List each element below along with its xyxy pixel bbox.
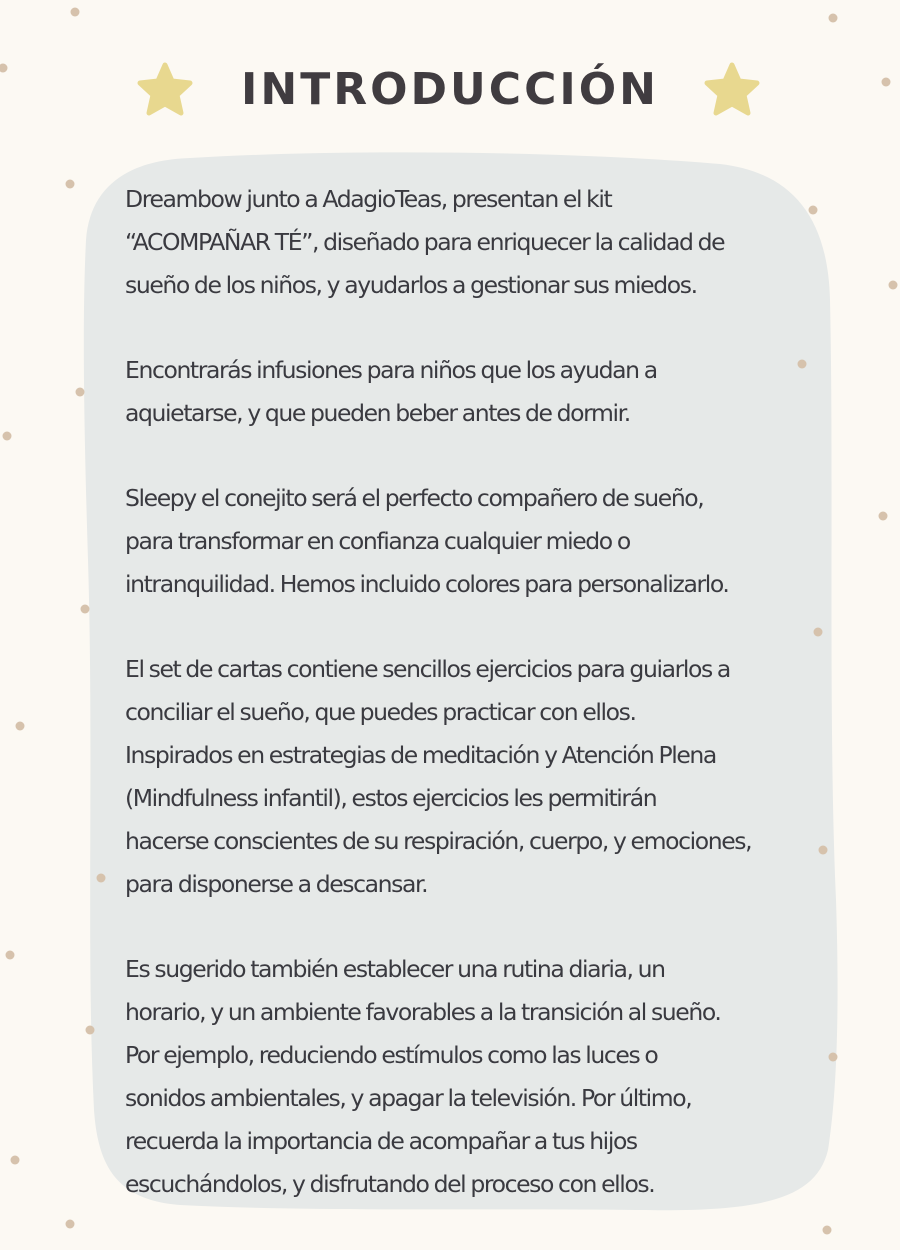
decorative-dot [66,180,75,189]
paragraph-infusions: Encontrarás infusiones para niños que los ayudan a aquietarse, y que pueden beber antes de dormir. [125,356,657,427]
paragraph-routine: Es sugerido también establecer una rutina diaria, un horario, y un ambiente favorables a la transición al sueño. Por ejemplo, reduciendo estímulos como las luces o sonidos ambientales, y apagar la televisión. Por último, recuerda la importancia de acompañar a tus hijos escuchándolos, y disfrutando del proceso con ellos. [125,955,721,1198]
decorative-dot [76,388,85,397]
decorative-dot [97,874,106,883]
page-title: INTRODUCCIÓN [241,64,659,115]
paragraph-sleepy: Sleepy el conejito será el perfecto compañero de sueño, para transformar en confianza cualquier miedo o intranquilidad. Hemos incluido colores para personalizarlo. [125,484,729,598]
decorative-dot [6,951,15,960]
header [0,50,900,130]
star-icon [702,60,762,120]
decorative-dot [11,1156,20,1165]
content-body [125,178,835,1248]
paragraph-intro: Dreambow junto a AdagioTeas, presentan el kit “ACOMPAÑAR TÉ”, diseñado para enriquecer la calidad de sueño de los niños, y ayudarlos a gestionar sus miedos. [125,185,725,299]
decorative-dot [66,1220,75,1229]
decorative-dot [81,605,90,614]
decorative-dot [879,512,888,521]
star-icon [135,60,195,120]
decorative-dot [829,14,838,23]
decorative-dot [16,722,25,731]
decorative-dot [3,432,12,441]
decorative-dot [889,281,898,290]
decorative-dot [71,8,80,17]
paragraph-cards: El set de cartas contiene sencillos ejercicios para guiarlos a conciliar el sueño, que puedes practicar con ellos. Inspirados en estrategias de meditación y Atención Plena (Mindfulness infantil), estos ejercicios les permitirán hacerse conscientes de su respiración, cuerpo, y emociones, para disponerse a descansar. [125,655,752,898]
decorative-dot [86,1026,95,1035]
